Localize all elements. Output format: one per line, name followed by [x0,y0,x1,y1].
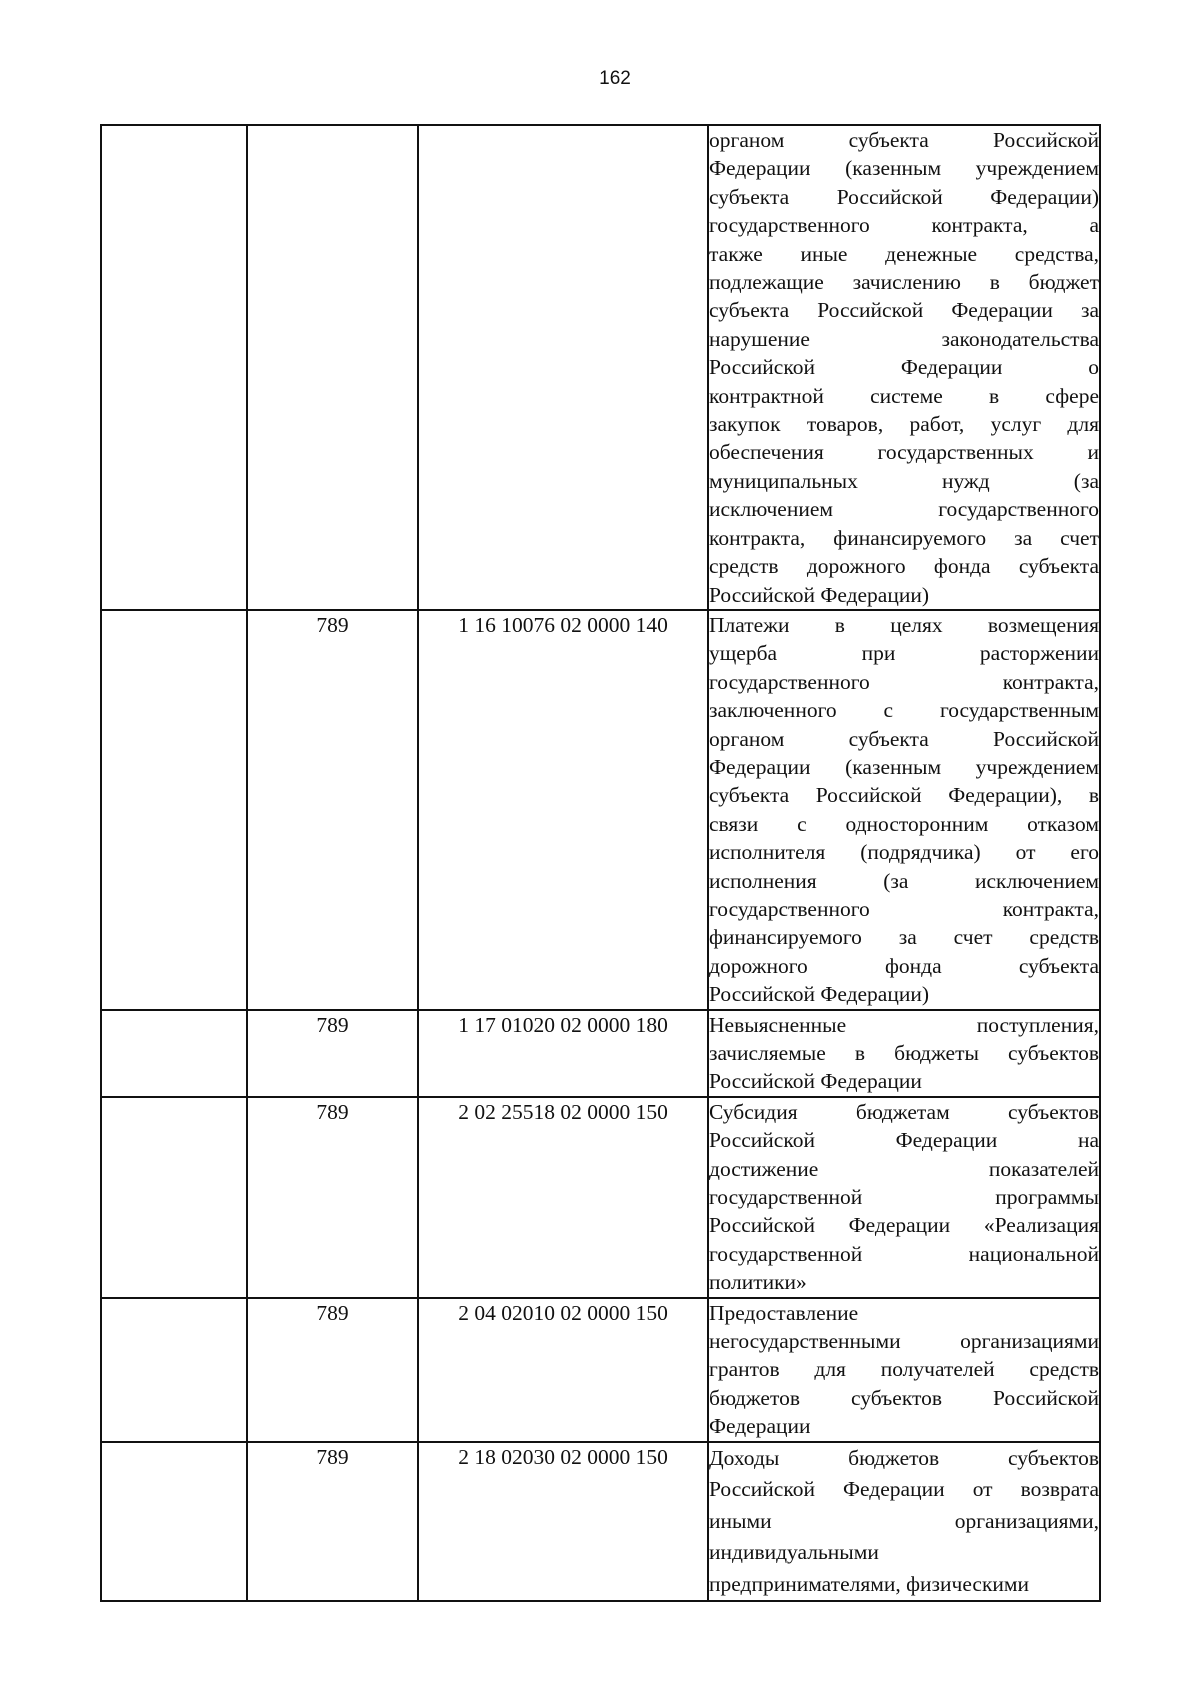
description-line: ущерба при расторжении [709,641,1099,666]
description-line: контрактной системе в сфере [709,383,1099,408]
description-line: муниципальных нужд (за [709,468,1099,493]
table-row [101,610,1100,1010]
table-row [101,1298,1100,1442]
blank-cell [101,1298,247,1442]
description-line: Российской Федерации о [709,355,1099,380]
table-row [101,1442,1100,1602]
admin-code-cell: 789 [247,1298,418,1442]
description-line: негосударственными организациями [709,1329,1099,1354]
description-line: субъекта Российской Федерации), в [709,783,1099,808]
description-line: Федерации (казенным учреждением [709,156,1099,181]
description-line: субъекта Российской Федерации) [709,184,1099,209]
budget-code-cell: 2 18 02030 02 0000 150 [418,1442,708,1602]
description-line: исполнения (за исключением [709,868,1099,893]
description-cell [708,610,1100,1010]
description-line: также иные денежные средства, [709,241,1099,266]
description-line: Платежи в целях возмещения [709,612,1099,637]
description-cell [708,1442,1100,1602]
description-line: обеспечения государственных и [709,440,1099,465]
description-line: подлежащие зачислению в бюджет [709,270,1099,295]
description-line: Федерации [709,1414,811,1439]
description-line: Российской Федерации) [709,582,930,607]
description-cell [708,1010,1100,1097]
blank-cell [101,1010,247,1097]
description-line: государственного контракта, а [709,213,1099,238]
description-line: заключенного с государственным [709,698,1099,723]
description-line: политики» [709,1270,807,1295]
table-body [101,125,1100,1601]
budget-code-cell: 2 04 02010 02 0000 150 [418,1298,708,1442]
blank-cell [101,1097,247,1298]
table-row [101,1097,1100,1298]
description-line: связи с односторонним отказом [709,811,1099,836]
description-line: Российской Федерации [709,1069,922,1094]
description-line: исключением государственного [709,497,1099,522]
description-line: органом субъекта Российской [709,726,1099,751]
page-number: 162 [599,68,631,89]
description-line: грантов для получателей средств [709,1357,1099,1382]
description-line: Российской Федерации на [709,1128,1099,1153]
table-row [101,1010,1100,1097]
description-line: субъекта Российской Федерации за [709,298,1099,323]
admin-code-cell: 789 [247,1097,418,1298]
description-line: Субсидия бюджетам субъектов [709,1099,1099,1124]
description-line: исполнителя (подрядчика) от его [709,840,1099,865]
description-line: Российской Федерации «Реализация [709,1213,1099,1238]
description-line: Российской Федерации) [709,982,930,1007]
description-line: государственного контракта, [709,896,1099,921]
blank-cell [101,610,247,1010]
description-line: зачисляемые в бюджеты субъектов [709,1041,1099,1065]
description-cell [708,125,1100,610]
description-line: иными организациями, [709,1508,1099,1533]
blank-cell [101,125,247,610]
description-line: Российской Федерации от возврата [709,1477,1099,1502]
description-line: государственной программы [709,1185,1099,1210]
table-row [101,125,1100,610]
description-cell [708,1298,1100,1442]
description-line: государственного контракта, [709,669,1099,694]
description-line: индивидуальными [709,1540,879,1565]
description-line: предпринимателями, физическими [709,1571,1030,1596]
description-line: государственной национальной [709,1241,1099,1266]
description-line: бюджетов субъектов Российской [709,1385,1099,1410]
budget-code-cell [418,125,708,610]
blank-cell [101,1442,247,1602]
description-line: закупок товаров, работ, услуг для [709,412,1099,437]
description-line: органом субъекта Российской [709,128,1099,152]
budget-code-cell: 1 17 01020 02 0000 180 [418,1010,708,1097]
budget-code-cell: 2 02 25518 02 0000 150 [418,1097,708,1298]
description-line: Предоставление [709,1300,859,1325]
description-line: нарушение законодательства [709,326,1099,351]
admin-code-cell: 789 [247,1442,418,1602]
admin-code-cell: 789 [247,610,418,1010]
description-line: Невыясненные поступления, [709,1012,1099,1037]
description-line: достижение показателей [709,1156,1099,1181]
description-line: финансируемого за счет средств [709,925,1099,950]
budget-code-cell: 1 16 10076 02 0000 140 [418,610,708,1010]
description-line: дорожного фонда субъекта [709,953,1099,978]
description-line: Доходы бюджетов субъектов [709,1445,1099,1470]
description-cell [708,1097,1100,1298]
description-line: контракта, финансируемого за счет [709,525,1099,550]
budget-revenue-table [100,124,1101,1602]
admin-code-cell: 789 [247,1010,418,1097]
description-line: Федерации (казенным учреждением [709,754,1099,779]
admin-code-cell [247,125,418,610]
description-line: средств дорожного фонда субъекта [709,554,1099,579]
